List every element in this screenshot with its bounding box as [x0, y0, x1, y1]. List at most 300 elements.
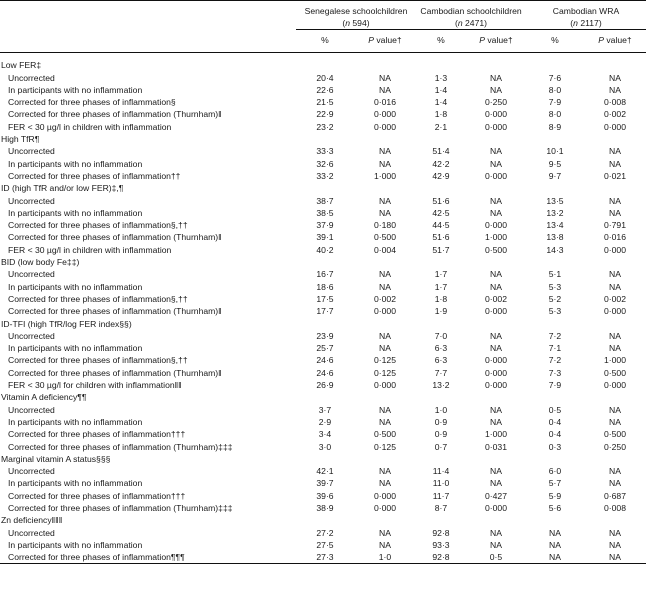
- percent-cell: 3·4: [318, 429, 332, 440]
- percent-cell: 5·6: [548, 502, 562, 513]
- row-label: FER < 30 µg/l for children with inflammation‖‖: [8, 380, 182, 391]
- pvalue-cell: 0·016: [374, 97, 396, 108]
- row-label: Corrected for three phases of inflammation (Thurnham)‡‡‡: [8, 441, 233, 452]
- percent-cell: 5·1: [548, 269, 562, 280]
- table-row: [0, 305, 646, 317]
- percent-cell: 24·6: [316, 355, 334, 366]
- pvalue-cell: 0·000: [485, 367, 507, 378]
- pvalue-cell: NA: [609, 539, 621, 550]
- pvalue-cell: 0·427: [485, 490, 507, 501]
- percent-cell: 42·1: [316, 466, 334, 477]
- pvalue-cell: 0·250: [485, 97, 507, 108]
- percent-cell: 51·7: [432, 244, 450, 255]
- percent-cell: 7·0: [434, 330, 448, 341]
- pvalue-cell: NA: [609, 478, 621, 489]
- table-row: [0, 416, 646, 428]
- pvalue-cell: 0·791: [604, 220, 626, 231]
- table-row: [0, 219, 646, 231]
- percent-cell: 0·3: [548, 441, 562, 452]
- table-header: [0, 1, 646, 60]
- percent-cell: 9·7: [548, 170, 562, 181]
- pvalue-cell: 0·000: [485, 380, 507, 391]
- percent-cell: 93·3: [432, 539, 450, 550]
- category-row: [0, 133, 646, 145]
- category-row: [0, 256, 646, 268]
- group-n: 2117: [580, 18, 599, 28]
- percent-cell: 20·4: [316, 72, 334, 83]
- pvalue-cell: 0·002: [374, 293, 396, 304]
- pvalue-header: P value†: [354, 30, 416, 53]
- group-title: Senegalese schoolchildren: [304, 6, 408, 16]
- percent-cell: 7·1: [548, 343, 562, 354]
- table-row: [0, 502, 646, 514]
- pvalue-cell: NA: [379, 269, 391, 280]
- table-row: [0, 342, 646, 354]
- pvalue-cell: NA: [609, 146, 621, 157]
- row-label: Corrected for three phases of inflammation (Thurnham)‖: [8, 109, 222, 120]
- table-row: [0, 281, 646, 293]
- pvalue-cell: 0·000: [374, 490, 396, 501]
- percent-cell: 42·5: [432, 207, 450, 218]
- pvalue-cell: 0·031: [485, 441, 507, 452]
- pvalue-cell: 0·000: [604, 244, 626, 255]
- table-body: [0, 59, 646, 564]
- pvalue-cell: NA: [490, 72, 502, 83]
- pvalue-cell: 0·016: [604, 232, 626, 243]
- percent-cell: 33·3: [316, 146, 334, 157]
- pvalue-cell: 0·125: [374, 355, 396, 366]
- row-label: Uncorrected: [8, 72, 55, 83]
- percent-cell: 6·3: [434, 355, 448, 366]
- percent-cell: 2·1: [434, 121, 448, 132]
- percent-cell: 0·4: [548, 429, 562, 440]
- percent-cell: 13·5: [546, 195, 564, 206]
- pvalue-cell: 0·000: [374, 502, 396, 513]
- percent-cell: 13·2: [432, 380, 450, 391]
- percent-cell: 8·7: [434, 502, 448, 513]
- table-row: [0, 527, 646, 539]
- pvalue-cell: NA: [379, 146, 391, 157]
- pvalue-cell: 0·500: [485, 244, 507, 255]
- pvalue-cell: NA: [379, 330, 391, 341]
- percent-cell: 0·9: [434, 429, 448, 440]
- percent-cell: 11·4: [432, 466, 450, 477]
- pvalue-cell: 0·000: [604, 306, 626, 317]
- pvalue-cell: NA: [609, 281, 621, 292]
- category-row: [0, 391, 646, 403]
- percent-cell: 5·7: [548, 478, 562, 489]
- table-row: [0, 404, 646, 416]
- row-label: Uncorrected: [8, 527, 55, 538]
- pct-header: %: [526, 30, 584, 53]
- pvalue-cell: NA: [609, 404, 621, 415]
- pvalue-cell: 0·500: [374, 232, 396, 243]
- pvalue-cell: NA: [609, 158, 621, 169]
- pvalue-cell: 0·000: [485, 220, 507, 231]
- category-label: High TfR¶: [1, 134, 40, 145]
- pct-header: %: [416, 30, 466, 53]
- table-row: [0, 539, 646, 551]
- percent-cell: 21·5: [316, 97, 334, 108]
- pvalue-header: P value†: [584, 30, 646, 53]
- pvalue-cell: 1·000: [604, 355, 626, 366]
- pvalue-cell: 1·000: [485, 232, 507, 243]
- table-row: [0, 477, 646, 489]
- percent-cell: 33·2: [316, 170, 334, 181]
- pvalue-cell: 0·000: [485, 502, 507, 513]
- percent-cell: 8·9: [548, 121, 562, 132]
- percent-cell: 25·7: [316, 343, 334, 354]
- pvalue-cell: 0·000: [374, 109, 396, 120]
- percent-cell: 42·2: [432, 158, 450, 169]
- percent-cell: 38·9: [316, 502, 334, 513]
- pvalue-cell: NA: [490, 466, 502, 477]
- percent-cell: 7·2: [548, 355, 562, 366]
- percent-cell: 0·5: [548, 404, 562, 415]
- percent-cell: 22·9: [316, 109, 334, 120]
- percent-cell: 7·6: [548, 72, 562, 83]
- percent-cell: 0·7: [434, 441, 448, 452]
- row-label: Uncorrected: [8, 269, 55, 280]
- row-label: Uncorrected: [8, 195, 55, 206]
- pvalue-cell: 0·250: [604, 441, 626, 452]
- pvalue-cell: NA: [609, 269, 621, 280]
- table-row: [0, 72, 646, 84]
- pvalue-cell: NA: [490, 343, 502, 354]
- table-row: [0, 84, 646, 96]
- pvalue-cell: 0·500: [374, 429, 396, 440]
- table-row: [0, 465, 646, 477]
- percent-cell: 18·6: [316, 281, 334, 292]
- pvalue-cell: NA: [490, 330, 502, 341]
- pvalue-cell: NA: [379, 343, 391, 354]
- pvalue-cell: NA: [379, 207, 391, 218]
- row-label: Uncorrected: [8, 404, 55, 415]
- percent-cell: 5·2: [548, 293, 562, 304]
- pvalue-cell: NA: [490, 146, 502, 157]
- percent-cell: 38·7: [316, 195, 334, 206]
- percent-cell: 32·6: [316, 158, 334, 169]
- percent-cell: 11·0: [432, 478, 450, 489]
- percent-cell: 37·9: [316, 220, 334, 231]
- pvalue-cell: NA: [379, 404, 391, 415]
- percent-cell: 1·7: [434, 281, 448, 292]
- percent-cell: 7·3: [548, 367, 562, 378]
- percent-cell: 14·3: [546, 244, 564, 255]
- row-label: In participants with no inflammation: [8, 207, 143, 218]
- pvalue-cell: NA: [379, 195, 391, 206]
- row-label: Uncorrected: [8, 330, 55, 341]
- pvalue-cell: 0·000: [485, 355, 507, 366]
- pvalue-cell: 0·000: [374, 306, 396, 317]
- pvalue-cell: NA: [609, 207, 621, 218]
- row-label: In participants with no inflammation: [8, 343, 143, 354]
- table-row: [0, 170, 646, 182]
- pvalue-cell: 1·000: [485, 429, 507, 440]
- header-spacer: [0, 5, 296, 30]
- table-row: [0, 354, 646, 366]
- percent-cell: 51·6: [432, 232, 450, 243]
- percent-cell: 23·9: [316, 330, 334, 341]
- table-row: [0, 441, 646, 453]
- table-row: [0, 207, 646, 219]
- row-label: Corrected for three phases of inflammation (Thurnham)‡‡‡: [8, 502, 233, 513]
- pvalue-cell: NA: [379, 478, 391, 489]
- percent-cell: 1·3: [434, 72, 448, 83]
- row-label: Corrected for three phases of inflammation¶¶¶: [8, 552, 185, 563]
- percent-cell: 1·7: [434, 269, 448, 280]
- row-label: Corrected for three phases of inflammation§,††: [8, 220, 188, 231]
- group-title: Cambodian WRA: [552, 6, 620, 16]
- pvalue-cell: NA: [490, 539, 502, 550]
- row-label: Uncorrected: [8, 466, 55, 477]
- pvalue-cell: NA: [490, 207, 502, 218]
- category-row: [0, 59, 646, 71]
- group-n: 594: [352, 18, 367, 28]
- table-row: [0, 293, 646, 305]
- percent-cell: 24·6: [316, 367, 334, 378]
- percent-cell: 51·6: [432, 195, 450, 206]
- percent-cell: 39·1: [316, 232, 334, 243]
- percent-cell: 44·5: [432, 220, 450, 231]
- percent-cell: 3·7: [318, 404, 332, 415]
- pvalue-cell: NA: [609, 527, 621, 538]
- percent-cell: NA: [549, 539, 561, 550]
- percent-cell: 1·9: [434, 306, 448, 317]
- n-prefix: n: [345, 18, 351, 28]
- percent-cell: 7·7: [434, 367, 448, 378]
- percent-cell: 40·2: [316, 244, 334, 255]
- group-header: Cambodian schoolchildren (n 2471): [420, 6, 522, 28]
- table-row: [0, 367, 646, 379]
- table-row: [0, 268, 646, 280]
- row-label: Corrected for three phases of inflammation††: [8, 170, 181, 181]
- percent-cell: 9·5: [548, 158, 562, 169]
- category-row: [0, 514, 646, 526]
- percent-cell: 5·3: [548, 281, 562, 292]
- percent-cell: 1·4: [434, 84, 448, 95]
- pvalue-cell: NA: [609, 466, 621, 477]
- table-row: [0, 108, 646, 120]
- row-label: In participants with no inflammation: [8, 84, 143, 95]
- percent-cell: 11·7: [432, 490, 450, 501]
- percent-cell: 1·0: [434, 404, 448, 415]
- pvalue-cell: NA: [379, 416, 391, 427]
- pvalue-cell: 0·000: [485, 170, 507, 181]
- table-row: [0, 195, 646, 207]
- pvalue-cell: NA: [490, 478, 502, 489]
- row-label: In participants with no inflammation: [8, 478, 143, 489]
- category-label: Zn deficiency‖‖‖: [1, 515, 63, 526]
- pvalue-cell: 0·002: [604, 109, 626, 120]
- pvalue-cell: NA: [609, 343, 621, 354]
- percent-cell: 3·0: [318, 441, 332, 452]
- pvalue-cell: 0·008: [604, 97, 626, 108]
- pvalue-cell: NA: [379, 158, 391, 169]
- percent-cell: 42·9: [432, 170, 450, 181]
- table-row: [0, 551, 646, 564]
- row-label: In participants with no inflammation: [8, 416, 143, 427]
- row-label: Uncorrected: [8, 146, 55, 157]
- row-label: Corrected for three phases of inflammation (Thurnham)‖: [8, 232, 222, 243]
- pvalue-cell: 0·180: [374, 220, 396, 231]
- pvalue-cell: NA: [609, 330, 621, 341]
- percent-cell: NA: [549, 527, 561, 538]
- n-prefix: n: [457, 18, 463, 28]
- percent-cell: 5·3: [548, 306, 562, 317]
- row-label: FER < 30 µg/l in children with inflammation: [8, 244, 172, 255]
- pvalue-cell: NA: [490, 404, 502, 415]
- group-header: Cambodian WRA (n 2117): [552, 6, 620, 28]
- table-row: [0, 428, 646, 440]
- pvalue-cell: 0·125: [374, 367, 396, 378]
- table-row: [0, 379, 646, 391]
- category-label: Marginal vitamin A status§§§: [1, 453, 111, 464]
- pvalue-cell: 0·500: [604, 429, 626, 440]
- pvalue-cell: 0·000: [604, 121, 626, 132]
- pvalue-cell: NA: [490, 269, 502, 280]
- category-label: ID (high TfR and/or low FER)‡,¶: [1, 183, 124, 194]
- percent-cell: 13·4: [546, 220, 564, 231]
- category-row: [0, 318, 646, 330]
- pvalue-cell: NA: [490, 158, 502, 169]
- pvalue-cell: NA: [379, 466, 391, 477]
- pvalue-cell: 0·004: [374, 244, 396, 255]
- table-row: [0, 244, 646, 256]
- pvalue-cell: 0·002: [485, 293, 507, 304]
- percent-cell: 6·3: [434, 343, 448, 354]
- percent-cell: 8·0: [548, 109, 562, 120]
- percent-cell: 51·4: [432, 146, 450, 157]
- pvalue-cell: 0·002: [604, 293, 626, 304]
- pvalue-cell: 0·000: [485, 121, 507, 132]
- percent-cell: 0·4: [548, 416, 562, 427]
- percent-cell: 8·0: [548, 84, 562, 95]
- pvalue-cell: 0·125: [374, 441, 396, 452]
- percent-cell: 17·5: [316, 293, 334, 304]
- percent-cell: 92·8: [432, 527, 450, 538]
- pvalue-cell: NA: [609, 72, 621, 83]
- table-row: [0, 158, 646, 170]
- pvalue-cell: NA: [379, 527, 391, 538]
- row-label: In participants with no inflammation: [8, 281, 143, 292]
- percent-cell: 10·1: [546, 146, 564, 157]
- percent-cell: 7·9: [548, 380, 562, 391]
- percent-cell: 1·8: [434, 293, 448, 304]
- pvalue-header: P value†: [466, 30, 526, 53]
- row-label: Corrected for three phases of inflammation§,††: [8, 355, 188, 366]
- pvalue-cell: NA: [609, 84, 621, 95]
- pvalue-cell: NA: [609, 552, 621, 563]
- percent-cell: 16·7: [316, 269, 334, 280]
- percent-cell: 2·9: [318, 416, 332, 427]
- category-row: [0, 182, 646, 194]
- row-label: In participants with no inflammation: [8, 539, 143, 550]
- percent-cell: 26·9: [316, 380, 334, 391]
- table-row: [0, 330, 646, 342]
- percent-cell: 0·9: [434, 416, 448, 427]
- pvalue-cell: 0·000: [485, 306, 507, 317]
- percent-cell: 27·3: [316, 552, 334, 563]
- pvalue-cell: 0·000: [485, 109, 507, 120]
- row-label: Corrected for three phases of inflammation§,††: [8, 293, 188, 304]
- row-label: Corrected for three phases of inflammation (Thurnham)‖: [8, 306, 222, 317]
- percent-cell: 17·7: [316, 306, 334, 317]
- table-row: [0, 96, 646, 108]
- percent-cell: 22·6: [316, 84, 334, 95]
- row-label: Corrected for three phases of inflammation†††: [8, 429, 186, 440]
- pvalue-cell: 0·000: [374, 121, 396, 132]
- percent-cell: 13·8: [546, 232, 564, 243]
- percent-cell: 7·9: [548, 97, 562, 108]
- percent-cell: 39·7: [316, 478, 334, 489]
- row-label: In participants with no inflammation: [8, 158, 143, 169]
- percent-cell: 1·4: [434, 97, 448, 108]
- percent-cell: 5·9: [548, 490, 562, 501]
- pvalue-cell: NA: [490, 416, 502, 427]
- category-label: Low FER‡: [1, 60, 42, 71]
- row-label: Corrected for three phases of inflammation§: [8, 97, 176, 108]
- table-row: [0, 145, 646, 157]
- category-label: ID-TFI (high TfR/log FER index§§): [1, 318, 132, 329]
- table-row: [0, 490, 646, 502]
- pvalue-cell: 0·687: [604, 490, 626, 501]
- percent-cell: 39·6: [316, 490, 334, 501]
- pvalue-cell: NA: [379, 84, 391, 95]
- percent-cell: 92·8: [432, 552, 450, 563]
- percent-cell: 23·2: [316, 121, 334, 132]
- pvalue-cell: NA: [490, 527, 502, 538]
- percent-cell: 6·0: [548, 466, 562, 477]
- pvalue-cell: 1·000: [374, 170, 396, 181]
- pvalue-cell: NA: [379, 72, 391, 83]
- pvalue-cell: NA: [490, 281, 502, 292]
- percent-cell: 7·2: [548, 330, 562, 341]
- pvalue-cell: NA: [490, 195, 502, 206]
- pvalue-cell: 0·008: [604, 502, 626, 513]
- pvalue-cell: 0·500: [604, 367, 626, 378]
- pvalue-cell: NA: [490, 84, 502, 95]
- group-title: Cambodian schoolchildren: [420, 6, 522, 16]
- category-row: [0, 453, 646, 465]
- category-label: BID (low body Fe‡‡): [1, 257, 80, 268]
- percent-cell: NA: [549, 552, 561, 563]
- pvalue-cell: 0·000: [374, 380, 396, 391]
- pvalue-cell: 1·0: [378, 552, 392, 563]
- row-label: Corrected for three phases of inflammation†††: [8, 490, 186, 501]
- table-row: [0, 231, 646, 243]
- percent-cell: 27·2: [316, 527, 334, 538]
- pvalue-cell: NA: [379, 281, 391, 292]
- percent-cell: 1·8: [434, 109, 448, 120]
- group-n: 2471: [465, 18, 485, 28]
- pvalue-cell: NA: [379, 539, 391, 550]
- percent-cell: 38·5: [316, 207, 334, 218]
- pvalue-cell: NA: [609, 416, 621, 427]
- n-prefix: n: [573, 18, 578, 28]
- category-label: Vitamin A deficiency¶¶: [1, 392, 87, 403]
- pvalue-cell: NA: [609, 195, 621, 206]
- group-header: Senegalese schoolchildren (n 594): [304, 6, 408, 28]
- row-label: FER < 30 µg/l in children with inflammation: [8, 121, 172, 132]
- pvalue-cell: 0·021: [604, 170, 626, 181]
- percent-cell: 27·5: [316, 539, 334, 550]
- percent-cell: 13·2: [546, 207, 564, 218]
- row-label: Corrected for three phases of inflammation (Thurnham)‖: [8, 367, 222, 378]
- pvalue-cell: 0·5: [489, 552, 503, 563]
- pct-header: %: [296, 30, 354, 53]
- table-row: [0, 121, 646, 133]
